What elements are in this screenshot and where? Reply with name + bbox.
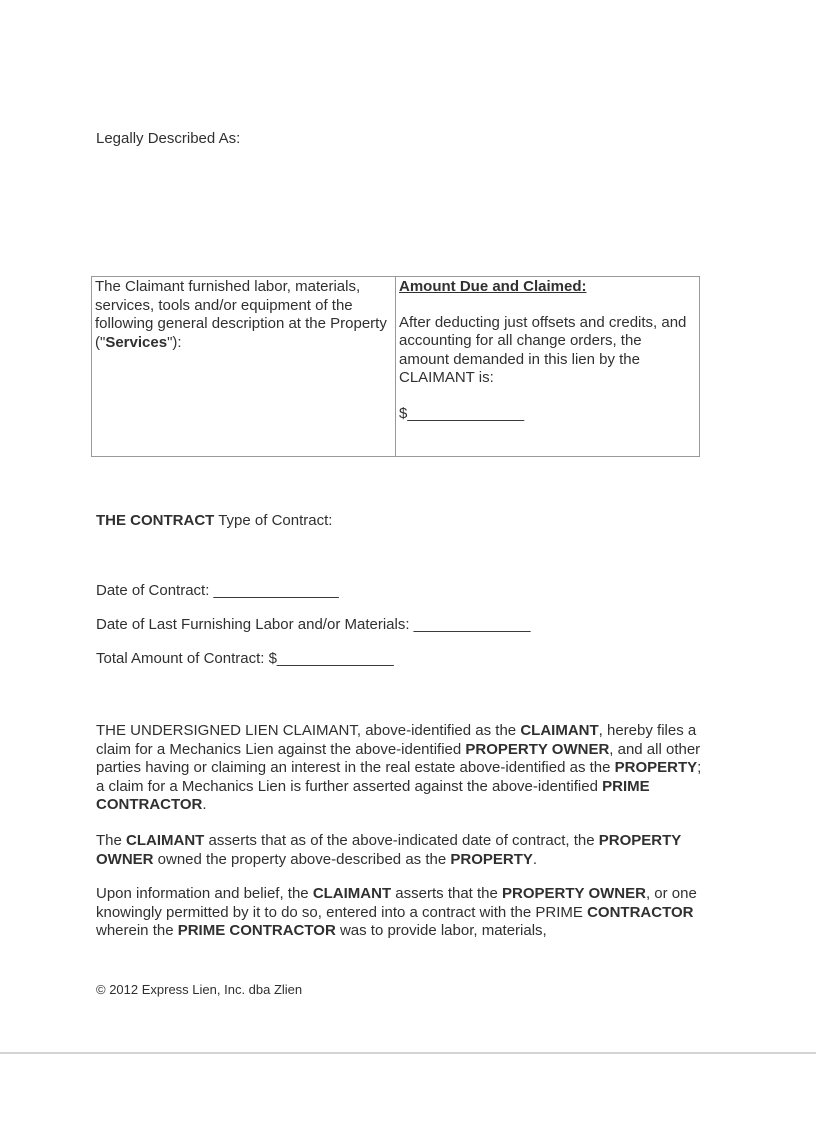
amount-due-cell	[396, 277, 700, 457]
total-amount-of-contract-line: Total Amount of Contract: $______________	[96, 650, 394, 667]
contract-belief-paragraph: Upon information and belief, the CLAIMANT asserts that the PROPERTY OWNER, or one knowingly permitted by it to do so, entered into a contract with the PRIME CONTRACTOR wherein the PRIME CONTRACTOR was to provide labor, materials,	[96, 885, 697, 940]
table-row	[92, 277, 700, 457]
date-last-furnishing-line: Date of Last Furnishing Labor and/or Materials: ______________	[96, 616, 531, 633]
services-description-cell	[92, 277, 396, 457]
ownership-paragraph: The CLAIMANT asserts that as of the above-indicated date of contract, the PROPERTY OWNER owned the property above-described as the PROPERTY.	[96, 832, 681, 868]
copyright-footer: © 2012 Express Lien, Inc. dba Zlien	[96, 982, 303, 997]
services-amount-table	[91, 276, 700, 457]
amount-due-blank-field: $______________	[399, 404, 525, 422]
amount-due-body-text: After deducting just offsets and credits, and accounting for all change orders, the amount demanded in this lien by the CLAIMANT is:	[399, 313, 687, 386]
page-break-divider	[0, 1052, 816, 1054]
amount-due-heading: Amount Due and Claimed:	[399, 278, 587, 295]
date-of-contract-line: Date of Contract: _______________	[96, 582, 339, 599]
legal-description-label: Legally Described As:	[96, 130, 241, 147]
contract-section-heading: THE CONTRACT Type of Contract:	[96, 512, 333, 529]
services-description-text: The Claimant furnished labor, materials, services, tools and/or equipment of the following general description at the Property ("Services"):	[95, 278, 387, 351]
lien-claim-paragraph: THE UNDERSIGNED LIEN CLAIMANT, above-identified as the CLAIMANT, hereby files a claim for a Mechanics Lien against the above-identified PROPERTY OWNER, and all other parties having or claiming an interest in the real estate above-identified as the PROPERTY; a claim for a Mechanics Lien is further asserted against the above-identified PRIME CONTRACTOR.	[96, 722, 702, 814]
